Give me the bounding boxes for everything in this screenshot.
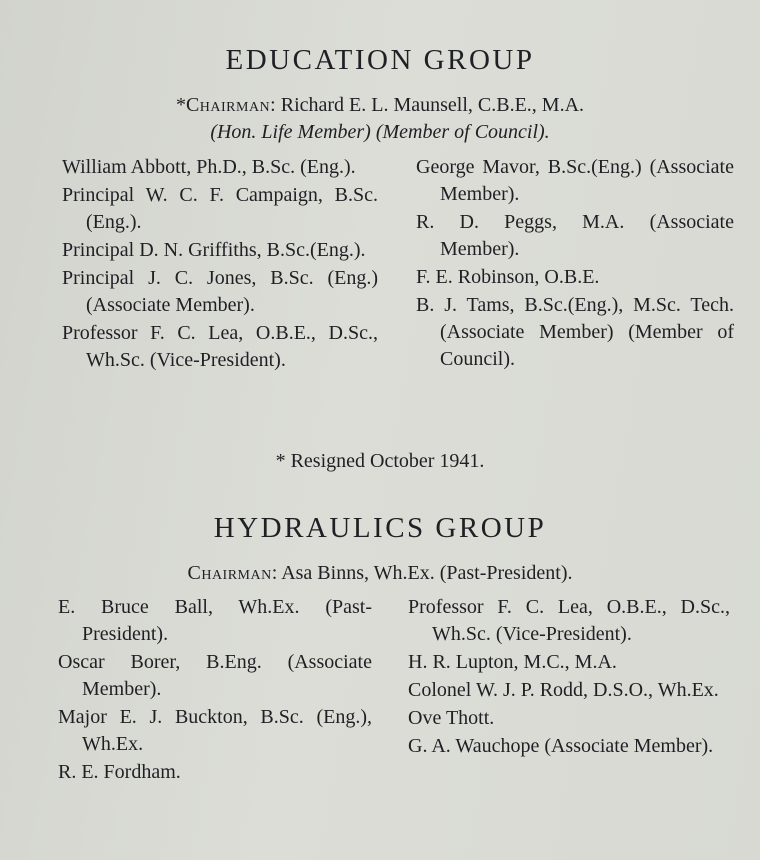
- hydraulics-left-column: [58, 594, 372, 787]
- education-chair-label: Chairman: [185, 94, 271, 116]
- list-item: E. Bruce Ball, Wh.Ex. (Past-President).: [58, 596, 372, 645]
- list-item: Principal J. C. Jones, B.Sc. (Eng.) (Associate Member).: [62, 267, 378, 316]
- hydraulics-chair-label: Chairman: [187, 562, 272, 584]
- hydraulics-group-title: HYDRAULICS GROUP: [213, 512, 547, 544]
- education-right-column: [416, 154, 734, 374]
- list-item: Principal W. C. F. Campaign, B.Sc.(Eng.).: [62, 184, 378, 233]
- list-item: Professor F. C. Lea, O.B.E., D.Sc., Wh.Sc. (Vice-President).: [62, 322, 378, 371]
- list-item: B. J. Tams, B.Sc.(Eng.), M.Sc. Tech. (Associate Member) (Member of Council).: [416, 294, 734, 370]
- list-item: R. E. Fordham.: [58, 761, 181, 783]
- education-chair-roles: (Hon. Life Member) (Member of Council).: [210, 121, 550, 143]
- resignation-note: * Resigned October 1941.: [275, 450, 485, 472]
- list-item: R. D. Peggs, M.A. (Associate Member).: [416, 211, 734, 260]
- list-item: Ove Thott.: [408, 707, 495, 729]
- list-item: G. A. Wauchope (Associate Member).: [408, 735, 714, 757]
- education-left-column: [62, 154, 378, 375]
- list-item: Oscar Borer, B.Eng. (Associate Member).: [58, 651, 372, 700]
- hydraulics-chair-colon: :: [271, 562, 278, 584]
- list-item: Major E. J. Buckton, B.Sc. (Eng.), Wh.Ex.: [58, 706, 372, 755]
- list-item: Colonel W. J. P. Rodd, D.S.O., Wh.Ex.: [408, 679, 719, 701]
- education-chair-asterisk: *: [175, 94, 186, 116]
- list-item: F. E. Robinson, O.B.E.: [416, 266, 600, 288]
- education-chair-name: Richard E. L. Maunsell, C.B.E., M.A.: [280, 94, 585, 116]
- hydraulics-right-column: [408, 594, 730, 761]
- hydraulics-chair-text: Asa Binns, Wh.Ex. (Past-President).: [281, 562, 573, 584]
- education-chairman-line: [0, 92, 760, 118]
- education-chair-colon: :: [270, 94, 276, 116]
- education-group-title: EDUCATION GROUP: [225, 44, 535, 76]
- list-item: Professor F. C. Lea, O.B.E., D.Sc., Wh.Sc. (Vice-President).: [408, 596, 730, 645]
- list-item: Principal D. N. Griffiths, B.Sc.(Eng.).: [62, 239, 366, 261]
- list-item: H. R. Lupton, M.C., M.A.: [408, 651, 617, 673]
- hydraulics-chairman-line: [0, 560, 760, 586]
- list-item: William Abbott, Ph.D., B.Sc. (Eng.).: [62, 156, 356, 178]
- list-item: George Mavor, B.Sc.(Eng.) (Associate Member).: [416, 156, 734, 205]
